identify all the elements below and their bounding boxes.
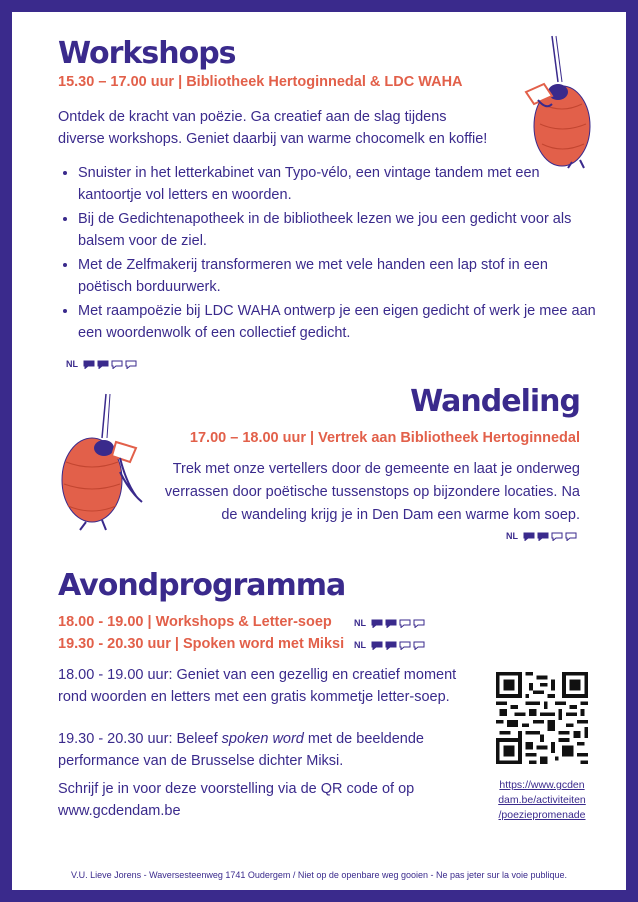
avond-p2-italic: spoken word [221,731,304,747]
language-code: NL [354,618,366,628]
language-code: NL [354,640,366,650]
list-item: • Snuister in het letterkabinet van Typo-vélo, een vintage tandem met een kantoortje vol letters en woorden. [78,162,598,206]
speech-bubble-icon [83,360,95,369]
wandeling-line1: Trek met onze vertellers door de gemeente en laat je onderweg [172,461,580,477]
speech-bubble-icon [399,641,411,650]
avond-p2-prefix: 19.30 - 20.30 uur: Beleef [58,731,222,747]
workshops-intro-line1: Ontdek de kracht van poëzie. Ga creatief aan de slag tijdens [58,109,447,125]
reading-figure-illustration [512,34,598,170]
speech-bubble-icon [385,641,397,650]
language-level-badge [506,531,577,541]
avond-p1-line1: 18.00 - 19.00 uur: Geniet van een gezellig en creatief moment [58,667,457,683]
wandeling-title: Wandeling [410,384,580,419]
list-item: • Met de Zelfmakerij transformeren we met vele handen een lap stof in een poëtisch borduurwerk. [78,254,598,298]
avond-p3-line1: Schrijf je in voor deze voorstelling via de QR code of op [58,781,415,797]
reading-figure-illustration [50,392,150,532]
avond-p2-line2: performance van de Brusselse dichter Miksi. [58,753,344,769]
workshops-list [58,162,598,346]
language-level-badge [354,640,425,650]
speech-bubble-icon [413,619,425,628]
speech-bubble-icon [371,641,383,650]
wandeling-subtitle: 17.00 – 18.00 uur | Vertrek aan Bibliotheek Hertoginnedal [189,430,580,446]
list-item: • Bij de Gedichtenapotheek in de bibliotheek lezen we jou een gedicht voor als balsem voor de ziel. [78,208,598,252]
speech-bubble-icon [537,532,549,541]
speech-bubble-icon [399,619,411,628]
speech-bubble-icon [125,360,137,369]
qr-link-part2[interactable]: dam.be/activiteiten [498,794,586,806]
avond-sub2: 19.30 - 20.30 uur | Spoken word met Miksi [58,636,345,652]
avond-p2-suffix: met de beeldende [303,731,424,747]
speech-bubble-icon [565,532,577,541]
speech-bubble-icon [385,619,397,628]
website-link[interactable]: www.gcdendam.be [58,803,181,819]
avond-sub1: 18.00 - 19.00 | Workshops & Letter-soep [58,614,332,630]
workshops-intro-line2: diverse workshops. Geniet daarbij van warme chocomelk en koffie! [58,131,488,147]
avond-title: Avondprogramma [58,568,346,603]
workshops-title: Workshops [58,36,236,71]
avond-p2-line1 [58,728,424,750]
qr-link-part1[interactable]: https://www.gcden [499,779,585,791]
flyer-page [12,12,626,890]
language-level-badge [66,359,137,369]
speech-bubble-icon [413,641,425,650]
wandeling-line2: verrassen door poëtische tussenstops op bijzondere locaties. Na [164,484,580,500]
avond-p1-line2: rond woorden en letters met een gratis kommetje letter-soep. [58,689,450,705]
speech-bubble-icon [111,360,123,369]
qr-code[interactable] [496,672,588,764]
speech-bubble-icon [551,532,563,541]
footer-publisher: V.U. Lieve Jorens - Waversesteenweg 1741 Oudergem / Niet op de openbare weg gooien - Ne pas jeter sur la voie publique. [70,870,568,880]
language-code: NL [66,359,78,369]
speech-bubble-icon [97,360,109,369]
workshops-subtitle: 15.30 – 17.00 uur | Bibliotheek Hertoginnedal & LDC WAHA [58,74,463,90]
list-item: • Met raampoëzie bij LDC WAHA ontwerp je een eigen gedicht of werk je mee aan een woordenwolk of een collectief gedicht. [78,300,598,344]
qr-link-part3[interactable]: /poeziepromenade [498,809,586,821]
language-code: NL [506,531,518,541]
speech-bubble-icon [371,619,383,628]
speech-bubble-icon [523,532,535,541]
wandeling-line3: de wandeling krijg je in Den Dam een warme kom soep. [221,507,580,523]
language-level-badge [354,618,425,628]
qr-link[interactable] [482,778,602,823]
